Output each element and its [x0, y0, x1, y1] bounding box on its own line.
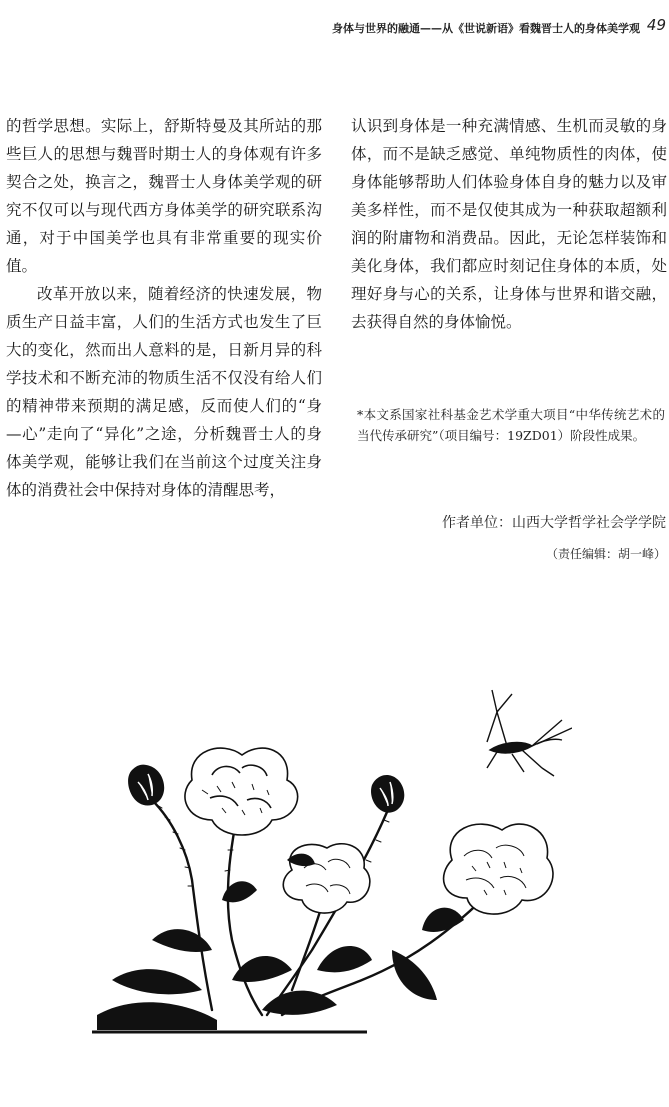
bud [128, 765, 164, 806]
author-affiliation: 作者单位：山西大学哲学社会学学院 [442, 515, 666, 531]
page-number: 49 [646, 16, 666, 34]
right-column [351, 112, 667, 336]
poppy-flower [444, 824, 553, 914]
poppy-flowers-and-insect-icon [92, 680, 572, 1040]
bud [371, 775, 404, 813]
left-column [6, 112, 322, 504]
poppy-flower [283, 844, 370, 913]
poppy-flower [185, 748, 298, 835]
running-head: 身体与世界的融通——从《世说新语》看魏晋士人的身体美学观 [332, 22, 640, 35]
paragraph: 认识到身体是一种充满情感、生机而灵敏的身体，而不是缺乏感觉、单纯物质性的肉体，使身体能够帮助人们体验身体自身的魅力以及审美多样性，而不是仅使其成为一种获取超额利润的附庸物和消费品。因此，无论怎样装饰和美化身体，我们都应时刻记住身体的本质，处理好身与心的关系，让身体与世界和谐交融，去获得自然的身体愉悦。 [351, 117, 667, 331]
funding-footnote: *本文系国家社科基金艺术学重大项目“中华传统艺术的当代传承研究”（项目编号：19ZD01）阶段性成果。 [357, 407, 665, 443]
paragraph: 的哲学思想。实际上，舒斯特曼及其所站的那些巨人的思想与魏晋时期士人的身体观有许多契合之处，换言之，魏晋士人身体美学观的研究不仅可以与现代西方身体美学的研究联系沟通，对于中国美学也具有非常重要的现实价值。 [6, 117, 322, 275]
paragraph: 改革开放以来，随着经济的快速发展，物质生产日益丰富，人们的生活方式也发生了巨大的变化，然而出人意料的是，日新月异的科学技术和不断充沛的物质生活不仅没有给人们的精神带来预期的满足感，反而使人们的“身—心”走向了“异化”之途，分析魏晋士人的身体美学观，能够让我们在当前这个过度关注身体的消费社会中保持对身体的清醒思考， [6, 285, 322, 499]
responsible-editor: （责任编辑：胡一峰） [545, 547, 666, 561]
insect [487, 690, 572, 776]
